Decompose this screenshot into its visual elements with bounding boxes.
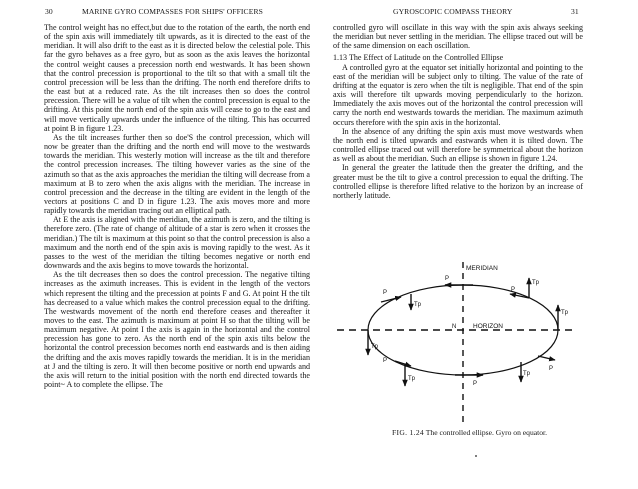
right-paragraph-1: controlled gyro will oscillate in this way with the spin axis always seeking the meridian but never settling in the meridian. The ellipse traced out will be of the same dimension on each oscillation. — [333, 23, 583, 51]
controlled-ellipse-figure — [333, 250, 578, 430]
figure-caption — [392, 428, 547, 437]
section-heading: 1.13 The Effect of Latitude on the Controlled Ellipse — [333, 53, 504, 63]
right-column — [333, 23, 583, 200]
upper-left-tp-label: Tp — [414, 302, 422, 308]
lower-left-tp-label: Tp — [408, 376, 416, 382]
figure-number: FIG. 1.24 — [392, 428, 425, 437]
page-speck — [475, 455, 477, 457]
left-paragraph-4: As the tilt decreases then so does the control precession. The negative tilting increases as the aximuth increases. This is evident in the length of the vectors which represent the tilting and the precession at points F and G. At point H the tilt has decreased to a value which makes the control precession equal to the drifting. The westwards movement of the north end therefore ceases and thereafter it moves to the east. The azimuth is maximum at point H so that the tilting will be maximum negative. At point I the axis is again in the horizontal and the control precession has gone to zero. As the north end of the spin axis tilts below the horizontal the control precession becomes north end eastwards and is then aiding the drifting and the axis moves rapidly towards the meridian. It is in the meridian at J and the tilting is zero. It will then become positive or north end upwards and the axis will return to the initial position with the north end directed towards the point~ A to complete the ellipse. The — [44, 270, 310, 390]
right-paragraph-4: In general the greater the latitude then the greater the drifting, and the greater must be the tilt to give a control precession to equal the drifting. The controlled ellipse is therefore lifted relative to the horizon by an increase of northerly latitude. — [333, 163, 583, 200]
left-running-title: MARINE GYRO COMPASSES FOR SHIPS' OFFICERS — [82, 7, 263, 16]
meridian-label: MERIDIAN — [466, 265, 498, 272]
lower-left-p-label: P — [383, 358, 388, 364]
right-paragraph-2: A controlled gyro at the equator set initially horizontal and pointing to the east of the meridian will be subject only to tilting. The value of the rate of drifting at the equator is zero when the tilt is negligible. That end of the spin axis will therefore tilt upwards moving perpendicularly to the horizon. Immediately the axis moves out of the horizontal the control precession will carry the north end westwards towards the meridian. The maximum azimuth occurs therefore with the spin axis in the horizontal. — [333, 62, 583, 127]
left-paragraph-3: At E the axis is aligned with the meridian, the azimuth is zero, and the tilting is therefore zero. (The rate of change of altitude of a star is zero when it crosses the meridian.) The tilt is maximum at this point so that the control precession is also a maximum and the north end of the spin axis is moving rapidly to the west. As it passes to the west of the meridian the tilting becomes negative or north end downwards and the axis begins to move towards the horizontal. — [44, 215, 310, 271]
right-page-number: 31 — [571, 7, 579, 16]
upper-right-p-label: P — [511, 287, 516, 293]
horizon-label: HORIZON — [473, 323, 503, 330]
north-label: N — [452, 324, 457, 330]
left-paragraph-1: The control weight has no effect,but due to the rotation of the earth, the north end of the spin axis will immediately tilt upwards, as it is directed to the east of the meridian. It will also drift to the east as it is directed below the celestial pole. This far the gyro behaves as a free gyro, but as soon as the axis leaves the horizontal the control weight causes a precession north end westwards. It has been shown that the control precession is proportional to the tilt so that with a small tilt the control precession will be less than the drifting. The north end therefore drifts to the east but at a reduced rate. As the tilt increases then so does the control precession. There will be a value of tilt when the control precession is equal to the drifting. At this point the north end of the spin axis will cease to go to the east and will move vertically upwards under the influence of the tilting. This has occurred at point B in figure 1.23. — [44, 23, 310, 133]
left-paragraph-2: As the tilt increases further then so doe'S the control precession, which will now be greater than the drifting and the north end will move to the westwards towards the meridian. This westerly motion will increase as the tilt and therefore the control precession increases. The tilting however varies as the sine of the azimuth so that as the axis approaches the meridian the tilting will decrease from a maximum at B to zero when the axis aligns with the meridian. The increase in control precession and the decrease in the tilting are evident in the length of the vectors at positions C and D in figure 1.23. The axis moves more and more rapidly towards the meridian tracing out an elliptical path. — [44, 132, 310, 216]
left-column — [44, 23, 310, 389]
upper-left-p-label: P — [383, 290, 388, 296]
right-paragraph-3: In the absence of any drifting the spin axis must move westwards when the north end is tilted upwards and eastwards when it is tilted down. The controlled ellipse traced out will therefore be symmetrical about the horizon as well as about the meridian. Such an ellipse is shown in figure 1.24. — [333, 126, 583, 164]
left-page-number: 30 — [45, 7, 53, 16]
bottom-p-label: P — [473, 381, 478, 387]
left-tp-label: Tp — [371, 344, 379, 350]
top-p-label: P — [445, 276, 450, 282]
upper-right-tp-label: Tp — [532, 280, 540, 286]
precession-vector-lower-right — [538, 356, 555, 360]
right-tp-label: Tp — [561, 310, 569, 316]
figure-caption-text: The controlled ellipse. Gyro on equator. — [425, 428, 548, 437]
lower-right-tp-label: Tp — [523, 371, 531, 377]
lower-right-p-label: P — [549, 366, 554, 372]
right-running-title: GYROSCOPIC COMPASS THEORY — [393, 7, 513, 16]
